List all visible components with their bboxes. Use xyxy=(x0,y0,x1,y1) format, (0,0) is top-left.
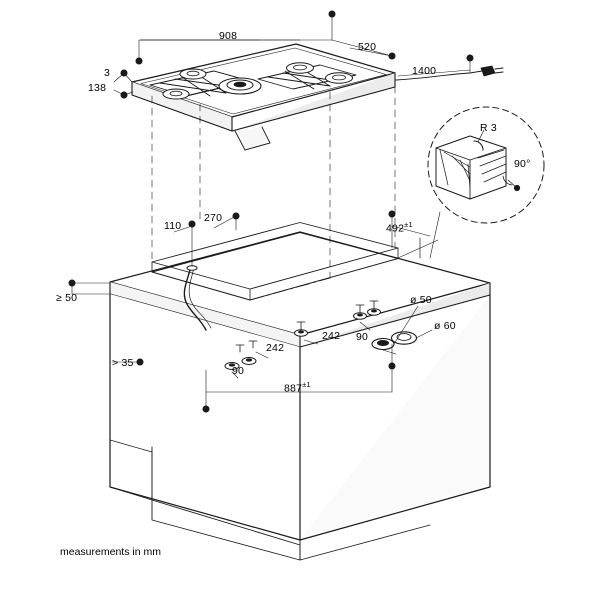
dim-label-242-left: 242 xyxy=(266,342,285,354)
dim-label-110: 110 xyxy=(164,220,182,232)
dim-label-1400: 1400 xyxy=(412,65,437,77)
hole-label-50: ø 50 xyxy=(410,294,432,306)
dim-label-520: 520 xyxy=(358,41,377,53)
dim-label-908: 908 xyxy=(219,30,238,42)
dim-label-242-right: 242 xyxy=(322,330,341,342)
dim-label-270: 270 xyxy=(204,212,223,224)
angle-label-90-left: 90 xyxy=(232,365,245,377)
dim-label-138: 138 xyxy=(88,82,107,94)
measurement-unit-note: measurements in mm xyxy=(60,546,161,558)
dim-label-min-50: ≥ 50 xyxy=(56,292,78,304)
detail-label-90deg: 90° xyxy=(514,158,531,170)
detail-label-r3: R 3 xyxy=(480,122,497,134)
dim-label-3: 3 xyxy=(104,67,111,79)
angle-label-90-right: 90 xyxy=(356,331,369,343)
dim-label-887: $887^{\pm 1}$ xyxy=(284,380,311,395)
dim-label-min-35: > 35 xyxy=(112,357,134,369)
hole-label-60: ø 60 xyxy=(434,320,456,332)
dim-label-492: $492^{\pm 1}$ xyxy=(386,220,413,235)
